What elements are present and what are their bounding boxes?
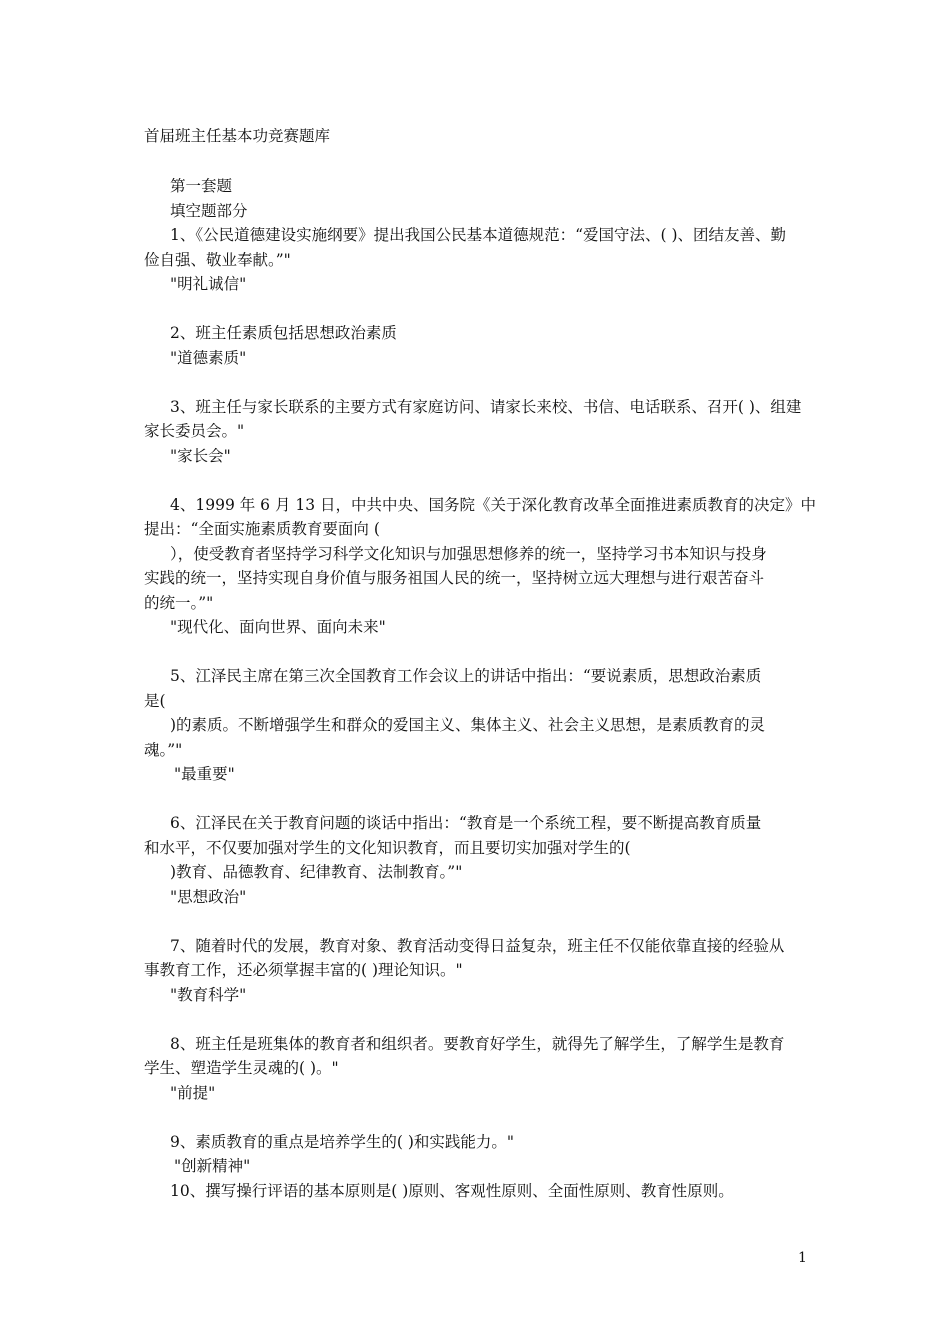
answer-2: "道德素质": [170, 348, 247, 367]
question-5-line: 是(: [144, 691, 166, 710]
question-5-line: )的素质。不断增强学生和群众的爱国主义、集体主义、社会主义思想，是素质教育的灵: [170, 716, 766, 734]
answer-5: "最重要": [174, 765, 235, 783]
answer-4: "现代化、面向世界、面向未来": [170, 618, 386, 636]
question-5-line: 魂。”": [144, 740, 183, 759]
question-7-line: 事教育工作，还必须掌握丰富的( )理论知识。": [144, 961, 463, 979]
question-3-line: 家长委员会。": [144, 422, 245, 440]
question-10-line: 10、撰写操行评语的基本原则是( )原则、客观性原则、全面性原则、教育性原则。: [170, 1181, 734, 1200]
question-8-line: 学生、塑造学生灵魂的( )。": [144, 1059, 339, 1077]
question-7-line: 7、随着时代的发展，教育对象、教育活动变得日益复杂，班主任不仅能依靠直接的经验从: [170, 936, 785, 955]
question-4-line: 实践的统一，坚持实现自身价值与服务祖国人民的统一，坚持树立远大理想与进行艰苦奋斗: [144, 569, 765, 587]
answer-1: "明礼诚信": [170, 275, 247, 293]
question-6-line: 和水平，不仅要加强对学生的文化知识教育，而且要切实加强对学生的(: [144, 838, 631, 857]
question-1-line: 俭自强、敬业奉献。”": [144, 250, 291, 269]
question-6-line: )教育、品德教育、纪律教育、法制教育。”": [170, 863, 463, 881]
question-2-line: 2、班主任素质包括思想政治素质: [170, 324, 397, 342]
page-number: 1: [798, 1250, 807, 1266]
question-5-line: 5、江泽民主席在第三次全国教育工作会议上的讲话中指出：“要说素质，思想政治素质: [170, 667, 762, 685]
answer-8: "前提": [170, 1083, 216, 1102]
document-title: 首届班主任基本功竞赛题库: [144, 127, 331, 145]
answer-3: "家长会": [170, 446, 231, 465]
question-4-line: ），使受教育者坚持学习科学文化知识与加强思想修养的统一，坚持学习书本知识与投身: [170, 544, 767, 563]
question-4-line: 的统一。”": [144, 593, 214, 612]
answer-9: "创新精神": [174, 1157, 251, 1175]
answer-6: "思想政治": [170, 887, 247, 906]
question-3-line: 3、班主任与家长联系的主要方式有家庭访问、请家长来校、书信、电话联系、召开( )、组建: [170, 397, 802, 416]
question-1-line: 1、《公民道德建设实施纲要》提出我国公民基本道德规范：“爱国守法、( )、团结友善、勤: [170, 226, 787, 244]
question-4-line: 4、1999 年 6 月 13 日，中共中央、国务院《关于深化教育改革全面推进素质教育的决定》中: [170, 495, 817, 514]
question-6-line: 6、江泽民在关于教育问题的谈话中指出：“教育是一个系统工程，要不断提高教育质量: [170, 814, 762, 832]
question-8-line: 8、班主任是班集体的教育者和组织者。要教育好学生，就得先了解学生，了解学生是教育: [170, 1034, 785, 1053]
answer-7: "教育科学": [170, 985, 247, 1004]
section-title: 填空题部分: [170, 201, 248, 220]
question-4-line: 提出：“全面实施素质教育要面向 (: [144, 520, 380, 538]
question-9-line: 9、素质教育的重点是培养学生的( )和实践能力。": [170, 1132, 515, 1151]
document-body: [144, 174, 817, 1203]
set-title: 第一套题: [170, 177, 233, 195]
